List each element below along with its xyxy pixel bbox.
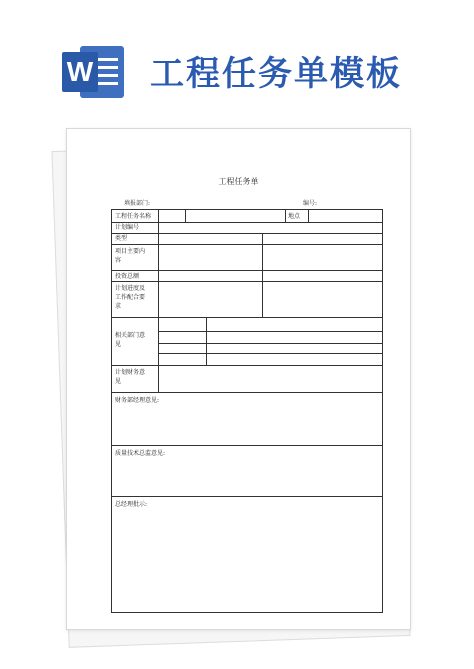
content-label: 项目主要内 容: [115, 248, 146, 264]
row-divider: [158, 353, 382, 354]
plan-number-label: 计划编号: [115, 224, 140, 231]
dept-label: 填报部门:: [124, 200, 151, 207]
row-divider: [112, 365, 382, 366]
document-page: [66, 128, 411, 630]
row-divider: [112, 317, 382, 318]
page-header: [0, 0, 474, 125]
row-divider: [112, 270, 382, 271]
col-divider: [285, 210, 286, 222]
investment-label: 投资总额: [115, 273, 140, 280]
col-divider: [185, 210, 186, 222]
col-divider: [206, 317, 207, 365]
type-label: 类型: [115, 235, 128, 242]
page-title: 工程任务单模板: [150, 54, 402, 94]
word-icon-line: [96, 74, 118, 77]
document-title: 工程任务单: [218, 177, 259, 186]
col-divider: [158, 210, 159, 392]
row-divider: [112, 233, 382, 234]
word-icon-line: [96, 82, 118, 85]
dept-opinion-label: 相关部门意 见: [115, 332, 146, 348]
row-divider: [112, 244, 382, 245]
word-icon-letter: W: [62, 52, 98, 92]
row-divider: [112, 222, 382, 223]
task-form-table: [111, 209, 383, 613]
row-divider: [112, 496, 382, 497]
col-divider: [262, 233, 263, 317]
task-name-label: 工程任务名称: [115, 213, 152, 220]
word-icon-line: [96, 66, 118, 69]
row-divider: [158, 343, 382, 344]
quality-director-label: 质量技术总监意见:: [115, 450, 166, 457]
finance-manager-label: 财务部经理意见:: [115, 397, 160, 404]
word-icon: [62, 42, 124, 100]
row-divider: [112, 392, 382, 393]
row-divider: [112, 445, 382, 446]
schedule-label: 计划进度及 工作配合要 求: [115, 285, 146, 310]
finance-opinion-label: 计划财务意 见: [115, 369, 146, 385]
col-divider: [308, 210, 309, 222]
number-label: 编号:: [303, 200, 318, 207]
gm-instruction-label: 总经理批示:: [115, 501, 148, 508]
location-label: 地点: [288, 213, 301, 220]
row-divider: [112, 281, 382, 282]
word-icon-line: [96, 58, 118, 61]
row-divider: [158, 331, 382, 332]
